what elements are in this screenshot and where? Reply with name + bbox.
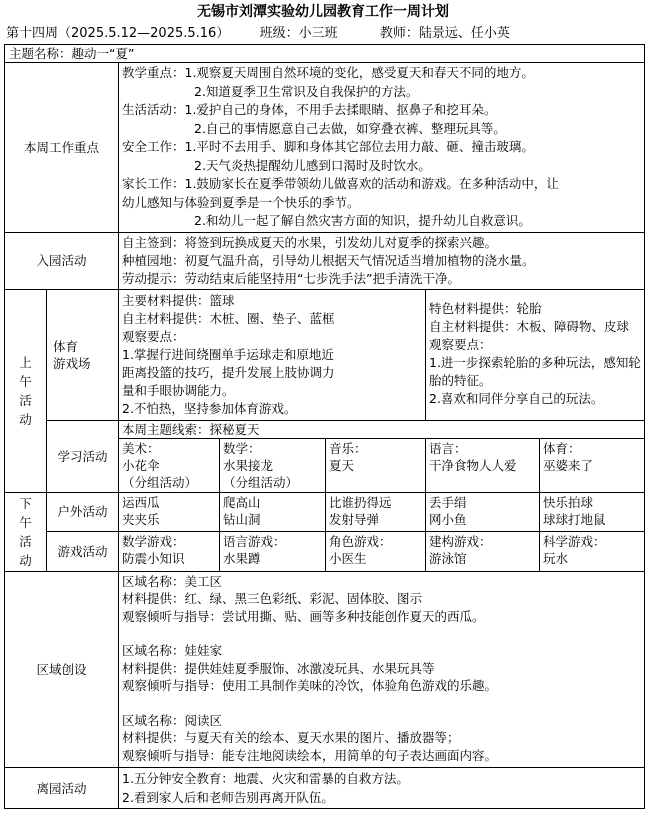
- games-cell-2: 语言游戏： 水果蹲: [220, 532, 326, 572]
- study-thread-row: [5, 420, 645, 438]
- theme-name: 主题名称：趣动一“夏”: [5, 45, 645, 63]
- departure-label: 离园活动: [5, 768, 119, 809]
- area-content: 区域名称：美工区 材料提供：红、绿、黑三色彩纸、彩泥、固体胶、图示 观察倾听与指导：尝试用撕、贴、画等多种技能创作夏天的西瓜。 区域名称：娃娃家 材料提供：提供娃娃夏季服饰、冰激凌玩具、水果玩具等 观察倾听与指导：使用工具制作美味的冷饮，体验角色游戏的乐趣。 区域名称：阅读区 材料提供：与夏天有关的绘本、夏天水果的图片、播放器等； 观察倾听与指导：能专注地阅读绘本，用简单的句子表达画面内容。: [119, 571, 645, 768]
- study-cell-math: 数学： 水果接龙 （分组活动）: [220, 438, 326, 492]
- morning-label: 上 午 活 动: [5, 289, 47, 492]
- study-cell-language: 语言： 干净食物人人爱: [426, 438, 540, 492]
- sports-right: 特色材料提供：轮胎 自主材料提供：木板、障碍物、皮球 观察要点： 1.进一步探索轮胎的多种玩法，感知轮 胎的特征。 2.喜欢和同伴分享自己的玩法。: [426, 289, 645, 420]
- outdoor-cell-2: 爬高山 钻山洞: [220, 492, 326, 532]
- afternoon-label: 下 午 活 动: [5, 492, 47, 571]
- class-info: 班级：小三班: [259, 26, 338, 41]
- sports-label: 体育 游戏场: [47, 289, 119, 420]
- outdoor-cell-1: 运西瓜 夹夹乐: [119, 492, 220, 532]
- weekly-plan-table: [4, 44, 645, 809]
- arrival-content: 自主签到：将签到玩换成夏天的水果，引发幼儿对夏季的探索兴趣。 种植园地：初夏气温升高，引导幼儿根据天气情况适当增加植物的浇水量。 劳动提示：劳动结束后能坚持用“七步洗手法”把手清洗干净。: [119, 232, 645, 289]
- arrival-row: [5, 232, 645, 289]
- games-row: [5, 532, 645, 572]
- games-cell-1: 数学游戏： 防震小知识: [119, 532, 220, 572]
- week-info: 第十四周（2025.5.12—2025.5.16）: [6, 26, 230, 41]
- outdoor-cell-3: 比谁扔得远 发射导弹: [326, 492, 426, 532]
- focus-content: 教学重点：1.观察夏天周围自然环境的变化，感受夏天和春天不同的地方。 2.知道夏季卫生常识及自我保护的方法。 生活活动：1.爱护自己的身体，不用手去揉眼睛、抠鼻子和挖耳朵。 2.自己的事情愿意自己去做，如穿叠衣裤、整理玩具等。 安全工作：1.平时不去用手、脚和身体其它部位去用力敲、砸、撞击玻璃。 2.天气炎热提醒幼儿感到口渴时及时饮水。 家长工作：1.鼓励家长在夏季带领幼儿做喜欢的活动和游戏。在多种活动中，让 幼儿感知与体验到夏季是一个快乐的季节。 2.和幼儿一起了解自然灾害方面的知识，提升幼儿自救意识。: [119, 63, 645, 233]
- arrival-label: 入园活动: [5, 232, 119, 289]
- study-cell-art: 美术： 小花伞 （分组活动）: [119, 438, 220, 492]
- outdoor-label: 户外活动: [47, 492, 119, 532]
- area-row: [5, 571, 645, 768]
- document-title: 无锡市刘潭实验幼儿园教育工作一周计划: [197, 4, 449, 20]
- departure-row: [5, 768, 645, 809]
- focus-row: [5, 63, 645, 233]
- games-label: 游戏活动: [47, 532, 119, 572]
- focus-label: 本周工作重点: [5, 63, 119, 233]
- outdoor-cell-4: 丢手绢 网小鱼: [426, 492, 540, 532]
- outdoor-cell-5: 快乐拍球 球球打地鼠: [540, 492, 645, 532]
- area-label: 区域创设: [5, 571, 119, 768]
- departure-content: 1.五分钟安全教育：地震、火灾和雷暴的自救方法。 2.看到家人后和老师告别再离开队伍。: [119, 768, 645, 809]
- study-label: 学习活动: [47, 420, 119, 492]
- games-cell-5: 科学游戏： 玩水: [540, 532, 645, 572]
- theme-row: [5, 45, 645, 63]
- sports-left: 主要材料提供：篮球 自主材料提供：木桩、圈、垫子、蓝框 观察要点： 1.掌握行进间绕圈单手运球走和原地近 距离投篮的技巧，提升发展上肢协调力 量和手眼协调能力。 2.不怕热，坚持参加体育游戏。: [119, 289, 426, 420]
- meta-row: [0, 24, 646, 44]
- sports-row: [5, 289, 645, 420]
- games-cell-4: 建构游戏： 游泳馆: [426, 532, 540, 572]
- games-cell-3: 角色游戏： 小医生: [326, 532, 426, 572]
- study-cell-music: 音乐： 夏天: [326, 438, 426, 492]
- teacher-info: 教师：陆景远、任小英: [379, 26, 510, 41]
- study-cell-pe: 体育： 巫婆来了: [540, 438, 645, 492]
- study-thread: 本周主题线索：探秘夏天: [119, 420, 645, 438]
- outdoor-row: [5, 492, 645, 532]
